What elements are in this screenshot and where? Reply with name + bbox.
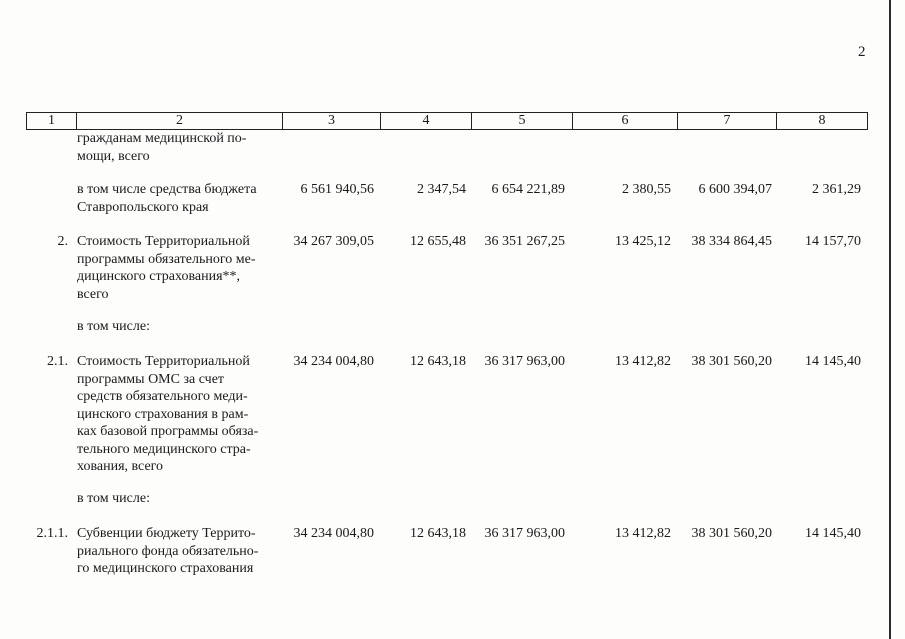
- value-col-5: 36 317 963,00: [484, 354, 565, 369]
- column-number-header: [26, 112, 868, 130]
- value-col-4: 12 655,48: [410, 234, 466, 249]
- header-col-6: 6: [572, 113, 677, 129]
- row-number: 2.1.: [47, 354, 68, 369]
- row-description: в том числе:: [77, 319, 150, 334]
- value-col-3: 34 234 004,80: [293, 526, 374, 541]
- value-col-5: 36 317 963,00: [484, 526, 565, 541]
- row-description: в том числе:: [77, 491, 150, 506]
- header-col-5: 5: [471, 113, 572, 129]
- header-col-7: 7: [677, 113, 776, 129]
- header-col-3: 3: [282, 113, 380, 129]
- value-col-8: 14 145,40: [805, 354, 861, 369]
- page-right-edge: [889, 0, 891, 639]
- page-number: 2: [858, 44, 866, 60]
- value-col-7: 38 301 560,20: [691, 526, 772, 541]
- header-col-8: 8: [776, 113, 868, 129]
- value-col-5: 6 654 221,89: [491, 182, 565, 197]
- header-col-1: 1: [26, 113, 76, 129]
- value-col-7: 38 301 560,20: [691, 354, 772, 369]
- header-col-2: 2: [76, 113, 282, 129]
- row-description: Субвенции бюджету Террито- риального фонда обязательно- го медицинского страхования: [77, 526, 259, 576]
- row-description: в том числе средства бюджета Ставропольского края: [77, 182, 257, 215]
- row-number: 2.: [57, 234, 68, 249]
- value-col-8: 14 157,70: [805, 234, 861, 249]
- value-col-6: 2 380,55: [622, 182, 671, 197]
- row-description: Стоимость Территориальной программы ОМС за счет средств обязательного меди- цинского страхования в рам- ках базовой программы обяза- тельного медицинского стра- хования, всего: [77, 354, 259, 474]
- value-col-4: 12 643,18: [410, 526, 466, 541]
- value-col-4: 2 347,54: [417, 182, 466, 197]
- row-number: 2.1.1.: [36, 526, 68, 541]
- value-col-5: 36 351 267,25: [484, 234, 565, 249]
- row-description: гражданам медицинской по- мощи, всего: [77, 131, 247, 164]
- value-col-3: 34 234 004,80: [293, 354, 374, 369]
- value-col-3: 6 561 940,56: [300, 182, 374, 197]
- value-col-6: 13 412,82: [615, 354, 671, 369]
- value-col-6: 13 412,82: [615, 526, 671, 541]
- value-col-8: 2 361,29: [812, 182, 861, 197]
- row-description: Стоимость Территориальной программы обязательного ме- дицинского страхования**, всего: [77, 234, 256, 302]
- value-col-4: 12 643,18: [410, 354, 466, 369]
- value-col-6: 13 425,12: [615, 234, 671, 249]
- value-col-8: 14 145,40: [805, 526, 861, 541]
- value-col-7: 38 334 864,45: [691, 234, 772, 249]
- value-col-3: 34 267 309,05: [293, 234, 374, 249]
- value-col-7: 6 600 394,07: [698, 182, 772, 197]
- header-col-4: 4: [380, 113, 471, 129]
